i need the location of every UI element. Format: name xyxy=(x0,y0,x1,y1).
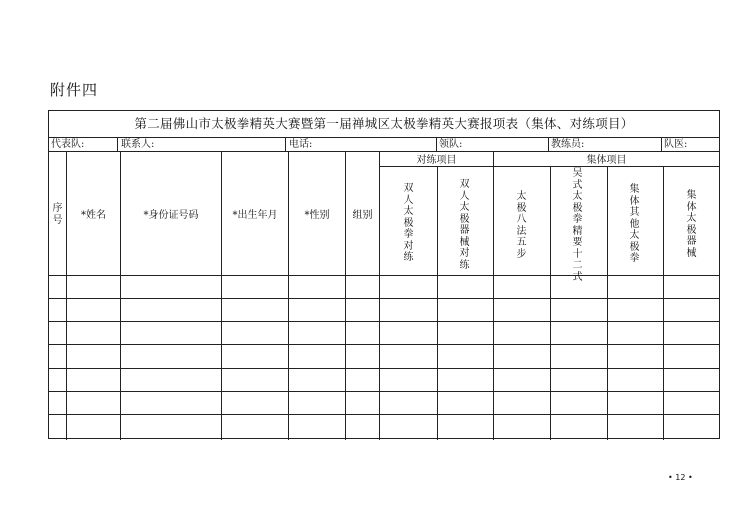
collective-event-3: 集体其他太极拳 xyxy=(629,184,640,264)
collective-event-4: 集体太极器械 xyxy=(686,190,697,259)
form-title: 第二届佛山市太极拳精英大赛暨第一届禅城区太极拳精英大赛报项表（集体、对练项目） xyxy=(134,116,634,131)
name-header: *姓名 xyxy=(81,209,106,221)
group-header: 组别 xyxy=(352,209,373,221)
leader-label: 领队: xyxy=(439,139,463,150)
page-number: • 12 • xyxy=(668,473,693,482)
duel-event-1: 双人太极拳对练 xyxy=(403,183,414,263)
registration-form-table xyxy=(48,110,720,439)
collective-event-2: 吴式太极拳精要十二式 xyxy=(572,168,583,283)
team-label: 代表队: xyxy=(51,139,85,150)
attachment-label: 附件四 xyxy=(50,81,99,99)
duel-events-header: 对练项目 xyxy=(416,155,457,166)
doctor-label: 队医: xyxy=(664,139,688,150)
id-number-header: *身份证号码 xyxy=(143,209,199,221)
collective-events-header: 集体项目 xyxy=(586,155,627,166)
birth-date-header: *出生年月 xyxy=(232,209,278,221)
collective-event-1: 太极八法五步 xyxy=(516,191,527,260)
gender-header: *性别 xyxy=(304,209,330,221)
coach-label: 教练员: xyxy=(551,139,585,150)
phone-label: 电话: xyxy=(289,139,313,150)
duel-event-2: 双人太极器械对练 xyxy=(459,179,470,271)
seq-header: 序号 xyxy=(52,203,63,226)
contact-label: 联系人: xyxy=(121,139,155,150)
